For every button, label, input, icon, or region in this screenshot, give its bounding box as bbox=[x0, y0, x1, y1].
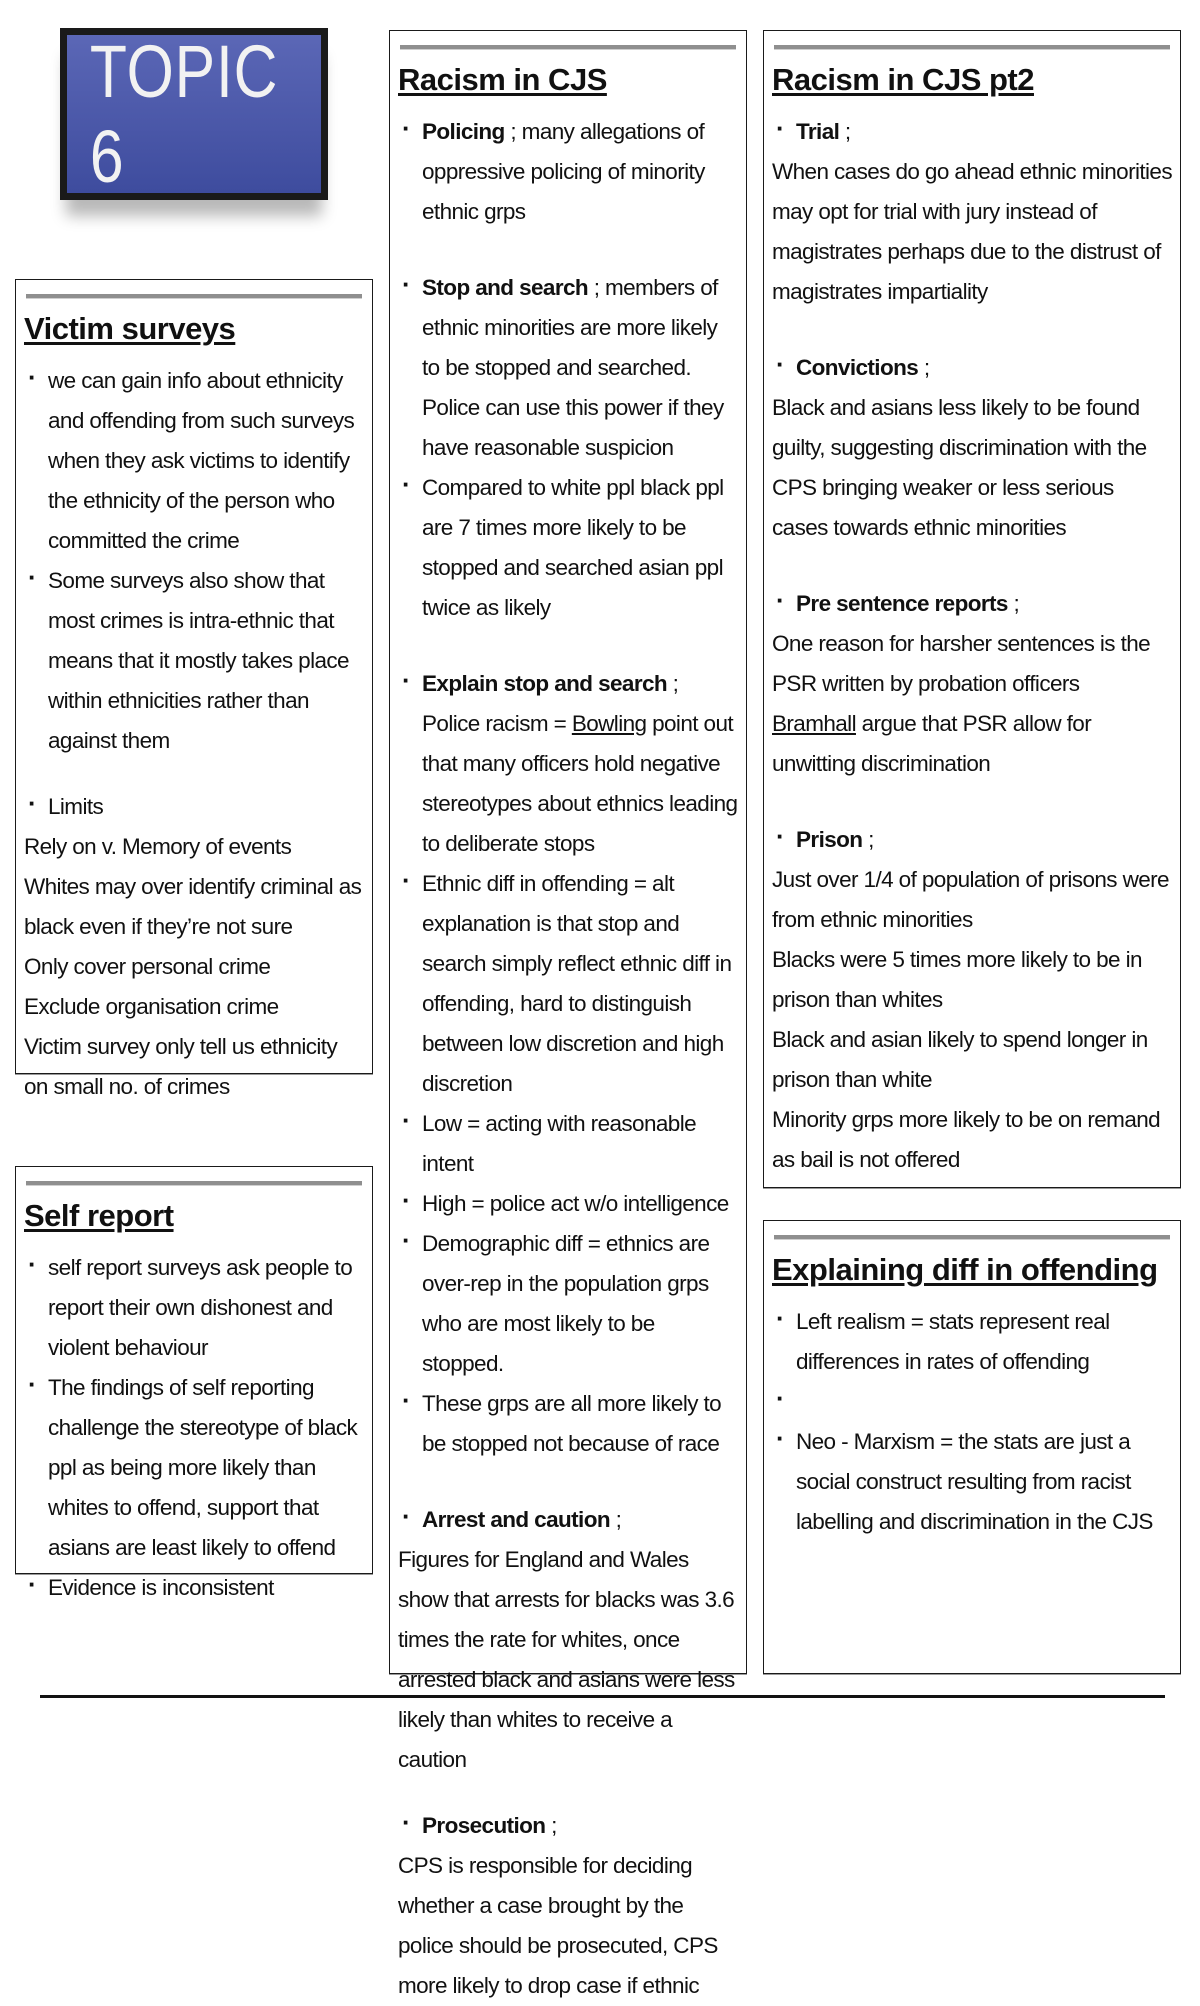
explain-bullet-3: · Low = acting with reasonable intent bbox=[398, 1104, 738, 1184]
convictions-heading: Convictions bbox=[796, 355, 919, 380]
racism-cjs-card bbox=[389, 30, 747, 1998]
prosecution-sep: ; bbox=[545, 1813, 557, 1838]
bramhall-ref: Bramhall bbox=[772, 711, 856, 736]
card-rule bbox=[774, 1235, 1170, 1240]
policing-text: ; many allegations of oppressive policing of minority ethnic grps bbox=[422, 119, 705, 224]
stop-search-bullet-2: · Compared to white ppl black ppl are 7 times more likely to be stopped and searched asian ppl twice as likely bbox=[398, 468, 738, 628]
self-report-card bbox=[15, 1166, 373, 1600]
convictions-heading-line bbox=[772, 348, 1172, 388]
prosecution-text: CPS is responsible for deciding whether a case brought by the police should be prosecuted, CPS more likely to drop case if ethnic bbox=[398, 1853, 718, 1998]
card-rule bbox=[400, 45, 736, 50]
explain-bullet-6: · These grps are all more likely to be stopped not because of race bbox=[398, 1384, 738, 1464]
stop-search-heading: Stop and search bbox=[422, 275, 589, 300]
victim-limit-3: Only cover personal crime bbox=[24, 954, 271, 979]
psr-heading: Pre sentence reports bbox=[796, 591, 1008, 616]
convictions-text: Black and asians less likely to be found guilty, suggesting discrimination with the CPS bringing weaker or less serious cases towards ethnic minorities bbox=[772, 395, 1147, 540]
arrest-heading-line bbox=[398, 1500, 738, 1540]
topic-badge bbox=[60, 28, 328, 200]
convictions-sep: ; bbox=[918, 355, 930, 380]
explain-bullet-2: · Ethnic diff in offending = alt explanation is that stop and search simply reflect ethnic diff in offending, hard to distinguish between low discretion and high discretion bbox=[398, 864, 738, 1104]
topic-title: TOPIC 6 bbox=[89, 30, 279, 198]
prison-line-4: Minority grps more likely to be on remand as bail is not offered bbox=[772, 1107, 1161, 1172]
stop-search-text: ; members of ethnic minorities are more likely to be stopped and searched. Police can use this power if they have reasonable suspicion bbox=[422, 275, 724, 460]
victim-surveys-card bbox=[15, 279, 373, 1099]
explain-bullet-4: · High = police act w/o intelligence bbox=[398, 1184, 738, 1224]
card-rule bbox=[26, 294, 362, 299]
victim-limit-4: Exclude organisation crime bbox=[24, 994, 279, 1019]
victim-limit-1: Rely on v. Memory of events bbox=[24, 834, 292, 859]
card-rule bbox=[26, 1181, 362, 1186]
explaining-diff-card bbox=[763, 1220, 1181, 1674]
arrest-text: Figures for England and Wales show that arrests for blacks was 3.6 times the rate for whites, once arrested black and asians were less likely than whites to receive a caution bbox=[398, 1547, 735, 1772]
explain-stop-heading: Explain stop and search bbox=[422, 671, 668, 696]
trial-heading-line bbox=[772, 112, 1172, 152]
victim-surveys-title: Victim surveys bbox=[24, 311, 236, 346]
trial-heading: Trial bbox=[796, 119, 840, 144]
policing-item bbox=[398, 112, 738, 232]
psr-heading-line bbox=[772, 584, 1172, 624]
explaining-bullet-2 bbox=[772, 1382, 1172, 1422]
prison-heading-line bbox=[772, 820, 1172, 860]
card-rule bbox=[774, 45, 1170, 50]
explain-bullet-5: · Demographic diff = ethnics are over-rep in the population grps who are most likely to be stopped. bbox=[398, 1224, 738, 1384]
victim-bullet-2: · Some surveys also show that most crimes is intra-ethnic that means that it mostly takes place within ethnicities rather than against them bbox=[24, 561, 364, 761]
explaining-diff-title: Explaining diff in offending bbox=[772, 1252, 1158, 1287]
self-report-bullet-1: · self report surveys ask people to report their own dishonest and violent behaviour bbox=[24, 1248, 364, 1368]
racism-cjs-title: Racism in CJS bbox=[398, 62, 607, 97]
explain-stop-text-2: point out that many officers hold negative stereotypes about ethnics leading to deliberate stops bbox=[422, 711, 738, 856]
trial-sep: ; bbox=[839, 119, 851, 144]
self-report-bullet-2: · The findings of self reporting challenge the stereotype of black ppl as being more likely than whites to offend, support that asians are least likely to offend bbox=[24, 1368, 364, 1568]
explain-stop-text-1: ; Police racism = bbox=[422, 671, 679, 736]
explaining-bullet-3: · Neo - Marxism = the stats are just a social construct resulting from racist labelling and discrimination in the CJS bbox=[772, 1422, 1172, 1542]
policing-heading: Policing bbox=[422, 119, 505, 144]
victim-limits-label: · Limits bbox=[24, 787, 364, 827]
victim-bullet-1: · we can gain info about ethnicity and offending from such surveys when they ask victims to identify the ethnicity of the person who committed the crime bbox=[24, 361, 364, 561]
prosecution-heading-line bbox=[398, 1806, 738, 1846]
explain-stop-item bbox=[398, 664, 738, 864]
prosecution-heading: Prosecution bbox=[422, 1813, 546, 1838]
prison-sep: ; bbox=[862, 827, 874, 852]
racism-cjs-pt2-title: Racism in CJS pt2 bbox=[772, 62, 1034, 97]
psr-text-2-line bbox=[772, 704, 1172, 784]
explaining-bullet-1: · Left realism = stats represent real differences in rates of offending bbox=[772, 1302, 1172, 1382]
stop-search-item bbox=[398, 268, 738, 468]
bottom-divider bbox=[40, 1695, 1165, 1698]
prison-line-3: Black and asian likely to spend longer in prison than white bbox=[772, 1027, 1148, 1092]
prison-heading: Prison bbox=[796, 827, 863, 852]
prison-line-2: Blacks were 5 times more likely to be in prison than whites bbox=[772, 947, 1142, 1012]
racism-cjs-pt2-card bbox=[763, 30, 1181, 1188]
victim-limit-2: Whites may over identify criminal as black even if they’re not sure bbox=[24, 874, 362, 939]
psr-text-2: argue that PSR allow for unwitting discrimination bbox=[772, 711, 1092, 776]
psr-text: One reason for harsher sentences is the PSR written by probation officers bbox=[772, 631, 1151, 696]
arrest-heading: Arrest and caution bbox=[422, 1507, 610, 1532]
prison-line-1: Just over 1/4 of population of prisons were from ethnic minorities bbox=[772, 867, 1169, 932]
psr-sep: ; bbox=[1007, 591, 1020, 616]
arrest-sep: ; bbox=[610, 1507, 622, 1532]
bowling-ref: Bowling bbox=[571, 711, 647, 736]
trial-text: When cases do go ahead ethnic minorities may opt for trial with jury instead of magistrates perhaps due to the distrust of magistrates impartiality bbox=[772, 159, 1172, 304]
victim-limit-5: Victim survey only tell us ethnicity on small no. of crimes bbox=[24, 1034, 338, 1099]
self-report-bullet-3: · Evidence is inconsistent bbox=[24, 1568, 364, 1608]
self-report-title: Self report bbox=[24, 1198, 174, 1233]
